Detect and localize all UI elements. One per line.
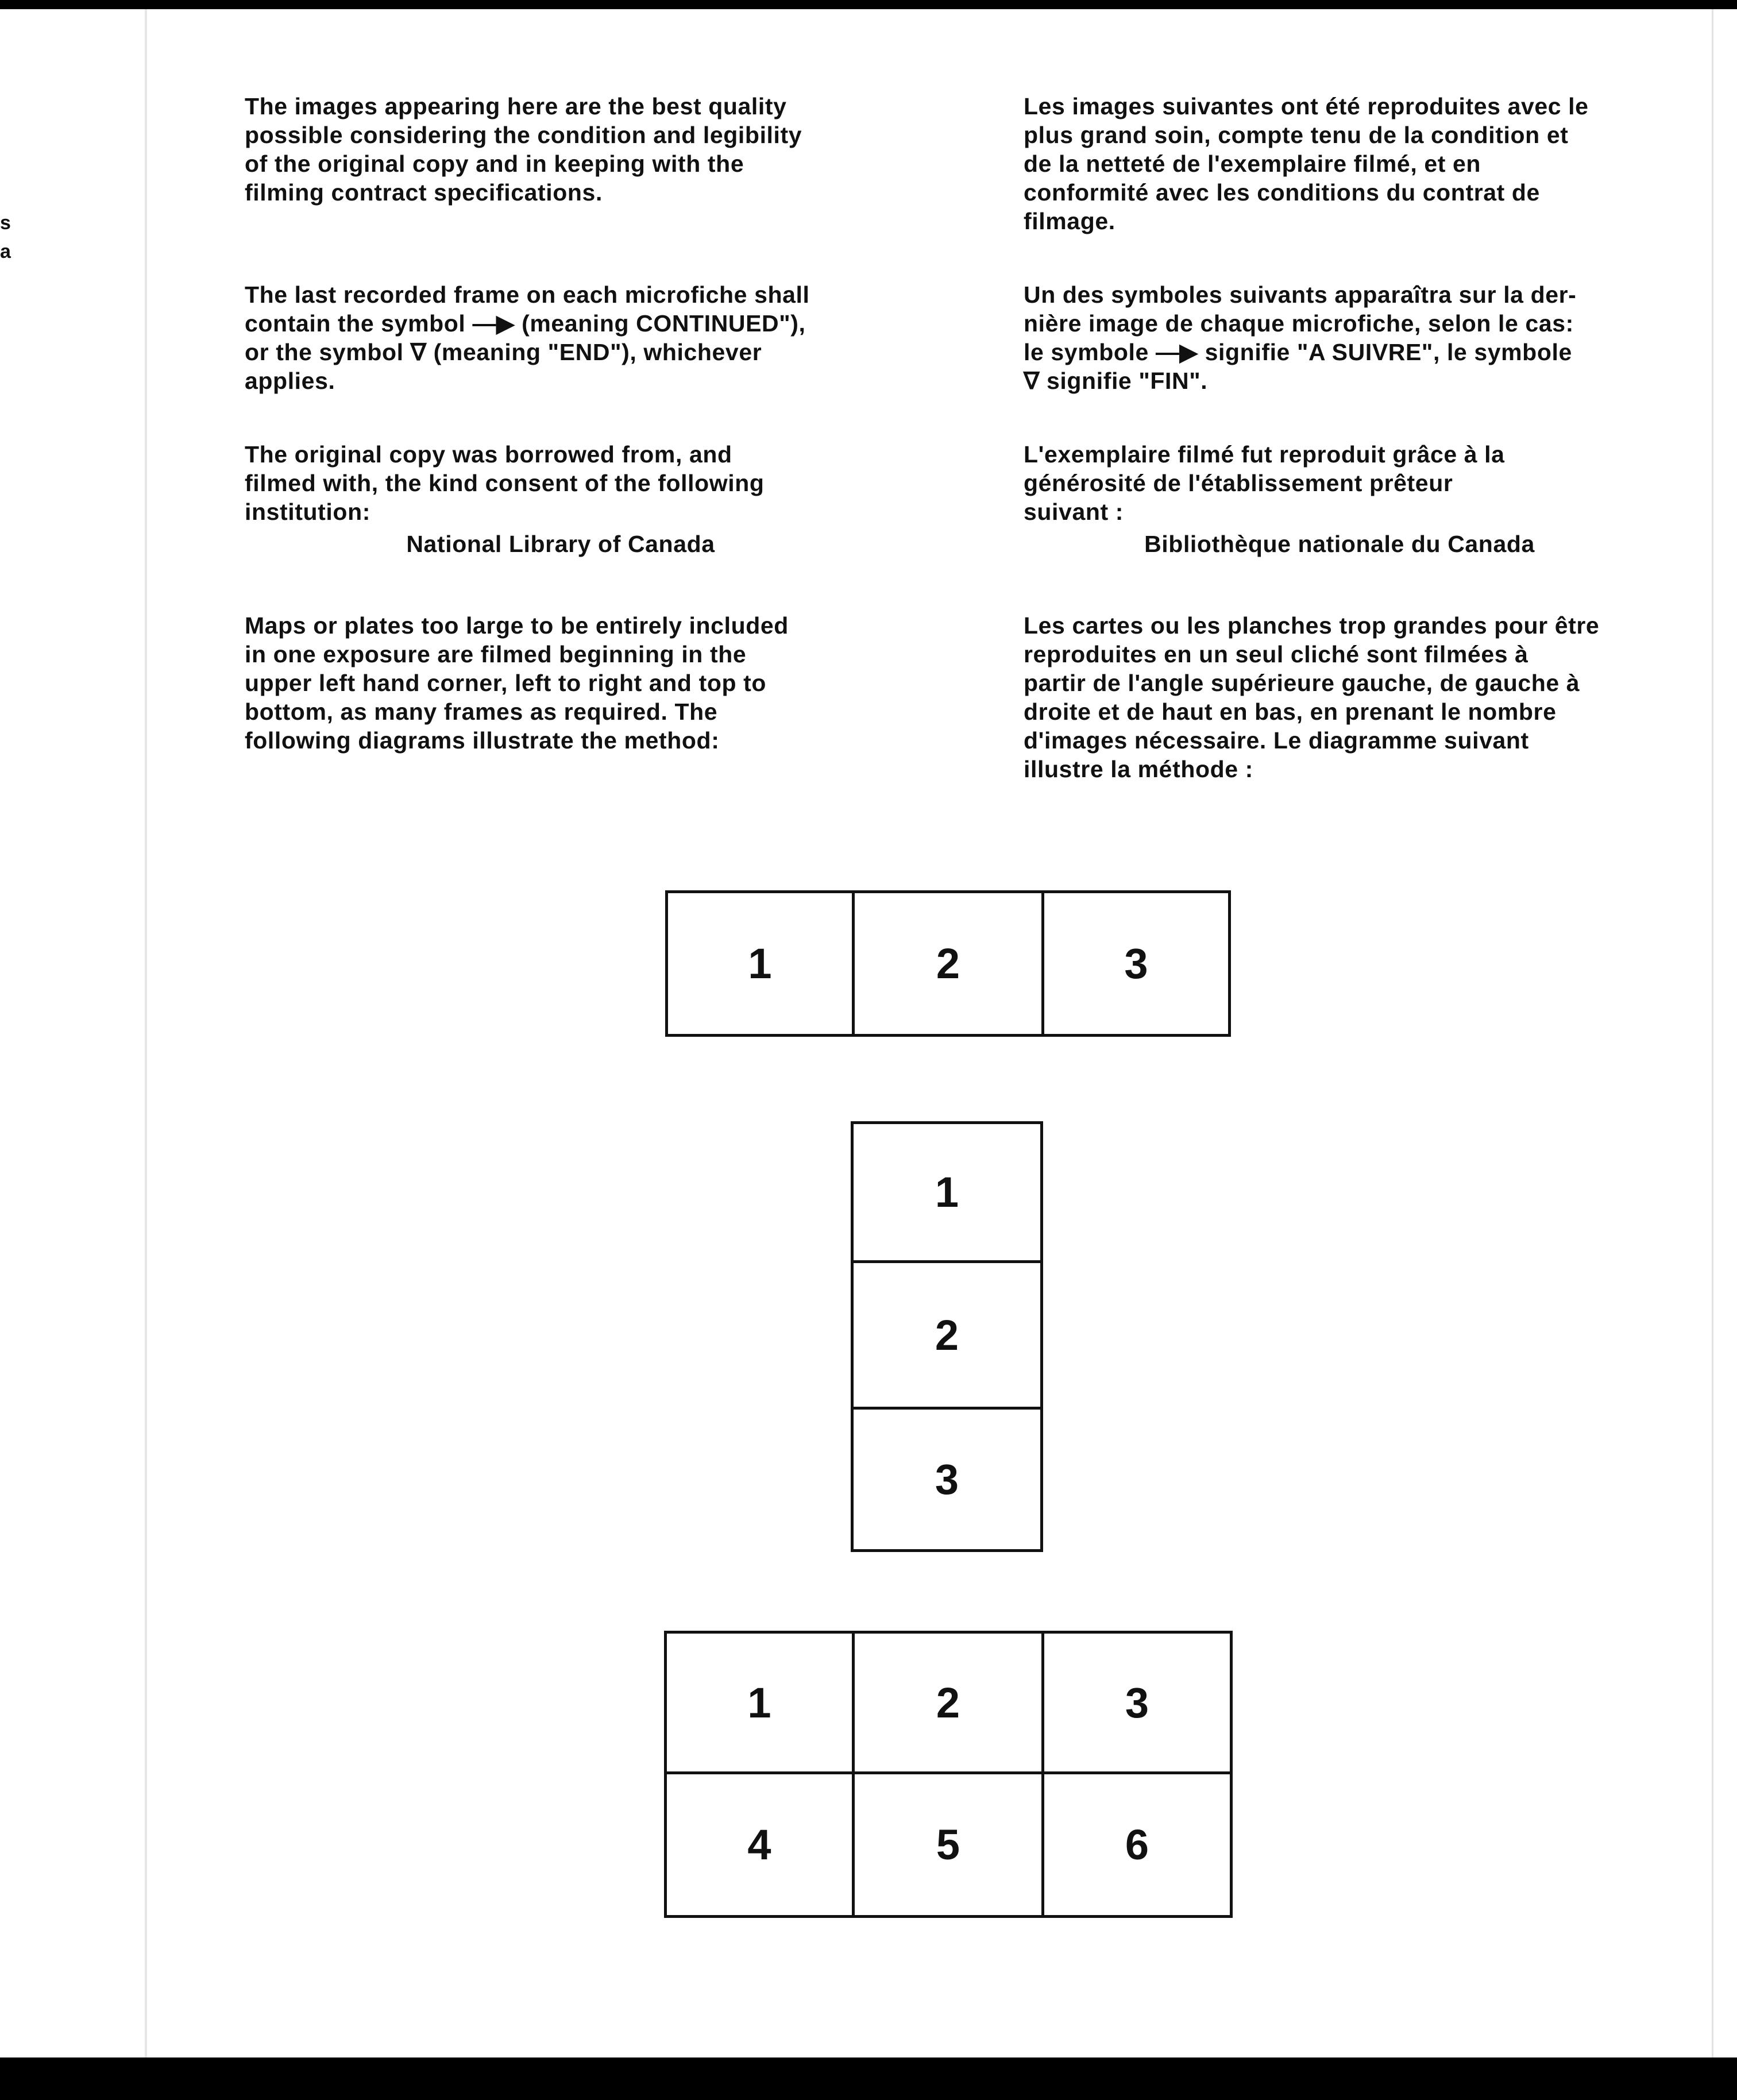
english-symbol-paragraph: The last recorded frame on each microfiche shall contain the symbol —▶ (meaning CONTINUED"), or the symbol ∇ (meaning "END"), whichever applies. [245,281,810,394]
frame-cell: 4 [667,1774,855,1915]
english-maps-paragraph: Maps or plates too large to be entirely included in one exposure are filmed beginning in the upper left hand corner, left to right and top to bottom, as many frames as required. The following diagrams illustrate the method: [245,612,789,754]
horizontal-frame-diagram [665,890,1231,1037]
vertical-frame-diagram [851,1121,1043,1552]
english-quality-paragraph: The images appearing here are the best quality possible considering the condition and legibility of the original copy and in keeping with the filming contract specifications. [245,93,802,206]
page-edge-line [1712,9,1713,2057]
frame-cell: 5 [855,1774,1044,1915]
bottom-film-border [0,2057,1737,2100]
margin-mark-1: s [0,212,11,234]
english-consent-paragraph: The original copy was borrowed from, and filmed with, the kind consent of the following institution: [245,441,765,525]
frame-cell: 6 [1125,1821,1149,1869]
english-institution-name: National Library of Canada [406,531,715,557]
frame-cell: 3 [1124,940,1148,987]
frame-cell: 2 [855,1634,1044,1774]
top-film-border [0,0,1737,9]
frame-cell: 2 [855,893,1044,1034]
french-symbol-paragraph: Un des symboles suivants apparaîtra sur la der- nière image de chaque microfiche, selon le cas: le symbole —▶ signifie "A SUIVRE", le symbole ∇ signifie "FIN". [1024,281,1577,394]
frame-cell: 3 [1044,1634,1230,1774]
french-quality-paragraph: Les images suivantes ont été reproduites avec le plus grand soin, compte tenu de la condition et de la netteté de l'exemplaire filmé, et en conformité avec les conditions du contrat de filmage. [1024,93,1589,234]
page-fold-line [145,9,147,2057]
frame-cell: 3 [935,1456,959,1503]
frame-cell: 2 [854,1263,1040,1410]
frame-cell: 1 [668,893,855,1034]
french-consent-paragraph: L'exemplaire filmé fut reproduit grâce à la générosité de l'établissement prêteur suivant : [1024,441,1505,525]
grid-frame-diagram [664,1631,1233,1918]
french-institution-name: Bibliothèque nationale du Canada [1144,531,1535,557]
frame-cell: 1 [667,1634,855,1774]
frame-cell: 1 [854,1124,1040,1263]
margin-mark-2: a [0,241,11,262]
french-maps-paragraph: Les cartes ou les planches trop grandes pour être reproduites en un seul cliché sont filmées à partir de l'angle supérieure gauche, de gauche à droite et de haut en bas, en prenant le nombre d'images nécessaire. Le diagramme suivant illustre la méthode : [1024,612,1600,782]
